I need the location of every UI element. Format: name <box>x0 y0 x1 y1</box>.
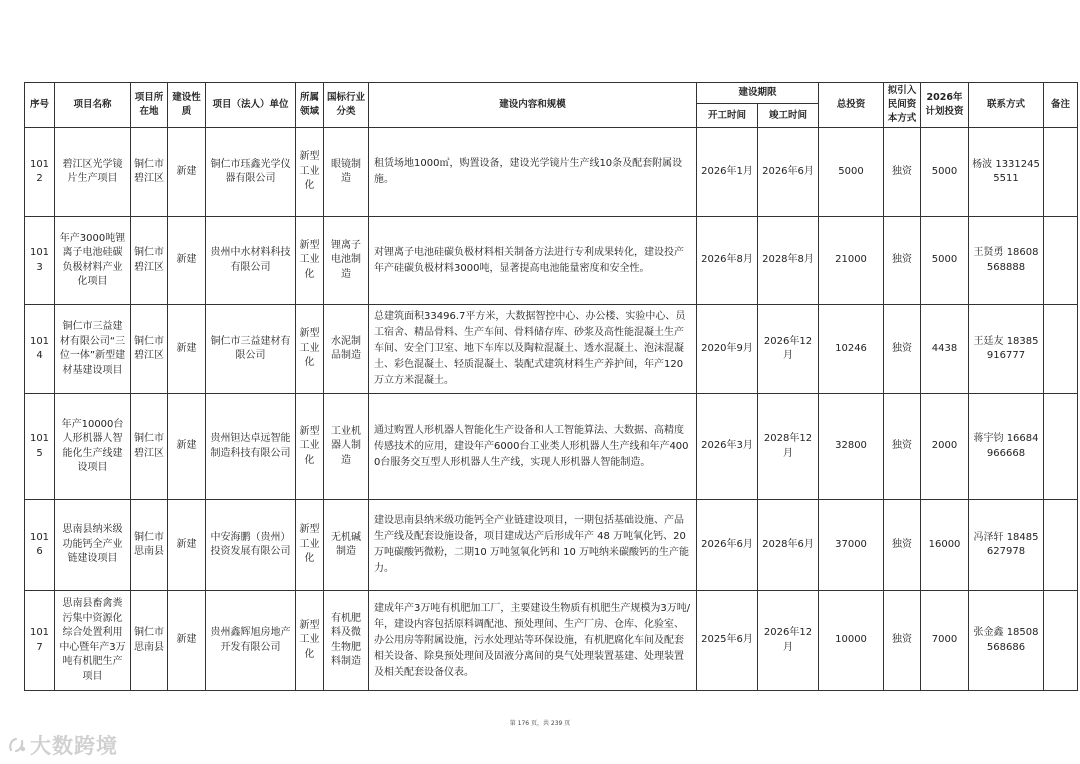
cell-note <box>1044 394 1078 500</box>
cell-method: 独资 <box>884 128 921 217</box>
cell-industry: 有机肥料及微生物肥料制造 <box>324 591 369 691</box>
header-unit: 项目（法人）单位 <box>206 83 296 128</box>
cell-method: 独资 <box>884 394 921 500</box>
cell-plan-2026: 5000 <box>921 128 969 217</box>
cell-location: 铜仁市思南县 <box>131 500 168 591</box>
cell-project-name: 年产10000台人形机器人智能化生产线建设项目 <box>55 394 131 500</box>
cell-nature: 新建 <box>168 217 206 305</box>
cell-no: 1015 <box>25 394 55 500</box>
cell-content: 建设思南县纳米级功能钙全产业链建设项目，一期包括基础设施、产品生产线及配套设施设备，项目建成达产后形成年产 48 万吨氧化钙、20万吨碳酸钙微粉，二期10 万吨氢氧化钙和 10 万吨纳米碳酸钙的生产能力。 <box>369 500 697 591</box>
cell-end: 2028年6月 <box>758 500 819 591</box>
cell-note <box>1044 305 1078 394</box>
table-row <box>25 591 1078 691</box>
header-plan-2026: 2026年计划投资 <box>921 83 969 128</box>
cell-start: 2026年6月 <box>697 500 758 591</box>
cell-location: 铜仁市碧江区 <box>131 128 168 217</box>
cell-note <box>1044 217 1078 305</box>
cell-end: 2026年6月 <box>758 128 819 217</box>
header-investment: 总投资 <box>819 83 884 128</box>
cell-nature: 新建 <box>168 128 206 217</box>
cell-industry: 锂离子电池制造 <box>324 217 369 305</box>
cell-unit: 中安海鹏（贵州）投资发展有限公司 <box>206 500 296 591</box>
cell-plan-2026: 5000 <box>921 217 969 305</box>
cell-unit: 铜仁市三益建材有限公司 <box>206 305 296 394</box>
project-table <box>24 82 1078 691</box>
cell-location: 铜仁市思南县 <box>131 591 168 691</box>
header-start: 开工时间 <box>697 104 758 128</box>
cell-no: 1014 <box>25 305 55 394</box>
cell-field: 新型工业化 <box>296 128 324 217</box>
cell-location: 铜仁市碧江区 <box>131 394 168 500</box>
cell-end: 2028年8月 <box>758 217 819 305</box>
cell-note <box>1044 500 1078 591</box>
cell-project-name: 铜仁市三益建材有限公司“三位一体”新型建材基建设项目 <box>55 305 131 394</box>
cell-industry: 工业机器人制造 <box>324 394 369 500</box>
cell-field: 新型工业化 <box>296 591 324 691</box>
cell-industry: 水泥制品制造 <box>324 305 369 394</box>
cell-content: 对锂离子电池硅碳负极材料相关制备方法进行专利成果转化，建设投产年产硅碳负极材料3000吨，显著提高电池能量密度和安全性。 <box>369 217 697 305</box>
cell-field: 新型工业化 <box>296 305 324 394</box>
cell-project-name: 思南县畜禽粪污集中资源化综合处置利用中心暨年产3万吨有机肥生产项目 <box>55 591 131 691</box>
cell-investment: 32800 <box>819 394 884 500</box>
cell-location: 铜仁市碧江区 <box>131 217 168 305</box>
cell-plan-2026: 7000 <box>921 591 969 691</box>
header-note: 备注 <box>1044 83 1078 128</box>
cell-end: 2028年12月 <box>758 394 819 500</box>
cell-unit: 贵州鑫辉旭房地产开发有限公司 <box>206 591 296 691</box>
header-period: 建设期限 <box>697 83 819 104</box>
cell-unit: 铜仁市珏鑫光学仪器有限公司 <box>206 128 296 217</box>
cell-unit: 贵州中水材料科技有限公司 <box>206 217 296 305</box>
cell-method: 独资 <box>884 591 921 691</box>
cell-contact: 王廷友 18385916777 <box>969 305 1044 394</box>
cell-field: 新型工业化 <box>296 217 324 305</box>
cell-plan-2026: 16000 <box>921 500 969 591</box>
cell-start: 2020年9月 <box>697 305 758 394</box>
watermark <box>8 730 118 760</box>
cell-nature: 新建 <box>168 591 206 691</box>
header-end: 竣工时间 <box>758 104 819 128</box>
cell-investment: 5000 <box>819 128 884 217</box>
cell-content: 通过购置人形机器人智能化生产设备和人工智能算法、大数据、高精度传感技术的应用，建设年产6000台工业类人形机器人生产线和年产4000台服务交互型人形机器人生产线，实现人形机器人智能制造。 <box>369 394 697 500</box>
cell-no: 1017 <box>25 591 55 691</box>
cell-start: 2025年6月 <box>697 591 758 691</box>
cell-investment: 21000 <box>819 217 884 305</box>
cell-content: 租赁场地1000㎡，购置设备，建设光学镜片生产线10条及配套附属设施。 <box>369 128 697 217</box>
cell-contact: 张金鑫 18508568686 <box>969 591 1044 691</box>
cell-contact: 蒋宇钧 16684966668 <box>969 394 1044 500</box>
cell-industry: 眼镜制造 <box>324 128 369 217</box>
cell-investment: 10246 <box>819 305 884 394</box>
cell-content: 总建筑面积33496.7平方米，大数据智控中心、办公楼、实验中心、员工宿舍、精品骨料、生产车间、骨料储存库、砂浆及高性能混凝土生产车间、安全门卫室、地下车库以及陶粒混凝土、透水混凝土、泡沫混凝土、彩色混凝土、轻质混凝土、装配式建筑材料生产养护间，年产120万立方米混凝土。 <box>369 305 697 394</box>
cell-nature: 新建 <box>168 394 206 500</box>
cell-nature: 新建 <box>168 500 206 591</box>
cell-contact: 杨波 13312455511 <box>969 128 1044 217</box>
cell-content: 建成年产3万吨有机肥加工厂，主要建设生物质有机肥生产规模为3万吨/年，建设内容包括原料调配池、预处理间、生产厂房、仓库、化验室、办公用房等附属设施，污水处理站等环保设施，有机肥腐化车间及配套相关设备、除臭预处理间及固液分离间的臭气处理装置基建、处理装置及相关配套设备仪表。 <box>369 591 697 691</box>
header-no: 序号 <box>25 83 55 128</box>
cell-field: 新型工业化 <box>296 500 324 591</box>
header-contact: 联系方式 <box>969 83 1044 128</box>
cell-no: 1013 <box>25 217 55 305</box>
cell-start: 2026年8月 <box>697 217 758 305</box>
cell-industry: 无机碱制造 <box>324 500 369 591</box>
table-row <box>25 500 1078 591</box>
cell-start: 2026年3月 <box>697 394 758 500</box>
cell-contact: 冯泽轩 18485627978 <box>969 500 1044 591</box>
cell-location: 铜仁市碧江区 <box>131 305 168 394</box>
table-row <box>25 128 1078 217</box>
table-row <box>25 394 1078 500</box>
cell-project-name: 思南县纳米级功能钙全产业链建设项目 <box>55 500 131 591</box>
cell-end: 2026年12月 <box>758 305 819 394</box>
cell-investment: 37000 <box>819 500 884 591</box>
header-location: 项目所在地 <box>131 83 168 128</box>
cell-plan-2026: 4438 <box>921 305 969 394</box>
header-nature: 建设性质 <box>168 83 206 128</box>
header-industry: 国标行业分类 <box>324 83 369 128</box>
cell-method: 独资 <box>884 500 921 591</box>
header-method: 拟引入民间资本方式 <box>884 83 921 128</box>
page-number-footer: 第 176 页，共 239 页 <box>509 720 571 727</box>
header-content: 建设内容和规模 <box>369 83 697 128</box>
cell-method: 独资 <box>884 217 921 305</box>
header-project-name: 项目名称 <box>55 83 131 128</box>
cell-unit: 贵州钽达卓远智能制造科技有限公司 <box>206 394 296 500</box>
cell-note <box>1044 128 1078 217</box>
brand-logo-icon <box>8 736 28 754</box>
cell-start: 2026年1月 <box>697 128 758 217</box>
watermark-text: 大数跨境 <box>30 734 118 758</box>
cell-no: 1012 <box>25 128 55 217</box>
cell-investment: 10000 <box>819 591 884 691</box>
cell-contact: 王贤勇 18608568888 <box>969 217 1044 305</box>
cell-field: 新型工业化 <box>296 394 324 500</box>
cell-method: 独资 <box>884 305 921 394</box>
cell-no: 1016 <box>25 500 55 591</box>
cell-project-name: 碧江区光学镜片生产项目 <box>55 128 131 217</box>
cell-plan-2026: 2000 <box>921 394 969 500</box>
cell-nature: 新建 <box>168 305 206 394</box>
cell-note <box>1044 591 1078 691</box>
table-row <box>25 217 1078 305</box>
cell-end: 2026年12月 <box>758 591 819 691</box>
cell-project-name: 年产3000吨锂离子电池硅碳负极材料产业化项目 <box>55 217 131 305</box>
table-header-row <box>25 83 1078 104</box>
project-table-sheet <box>24 82 1078 691</box>
header-field: 所属领域 <box>296 83 324 128</box>
table-row <box>25 305 1078 394</box>
